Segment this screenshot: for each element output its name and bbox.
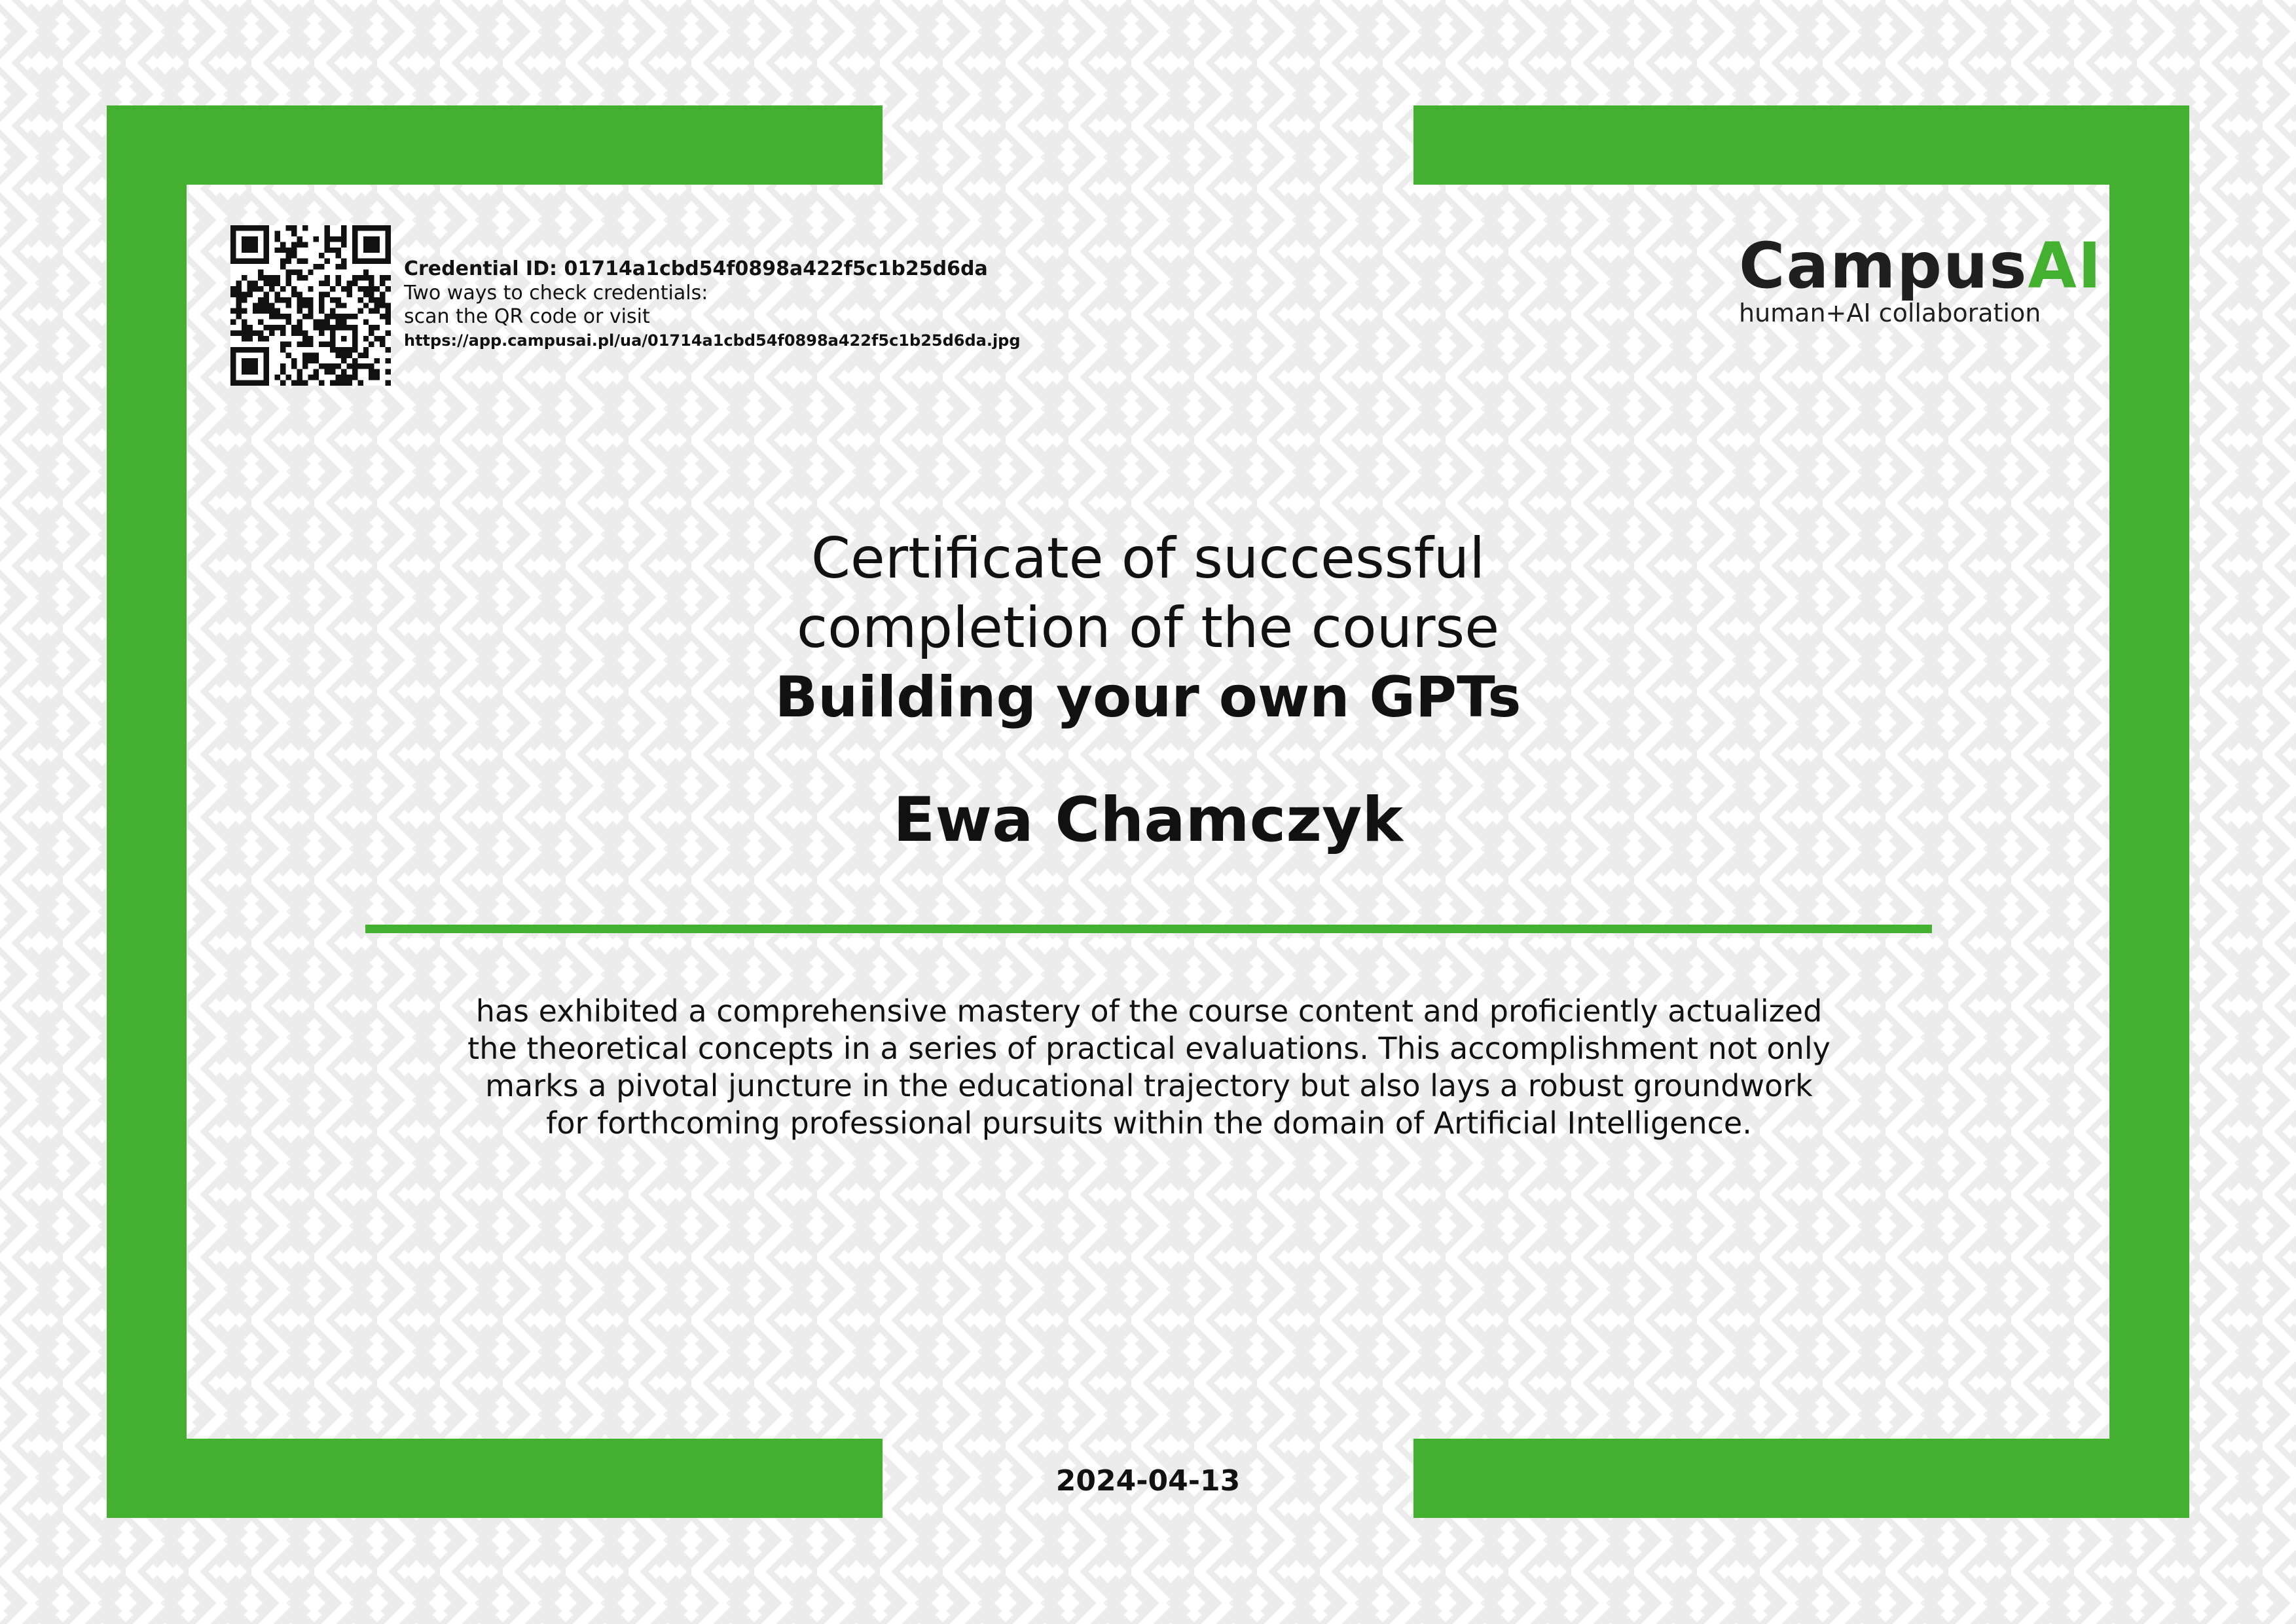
credential-id — [404, 257, 1124, 282]
certificate-title — [0, 524, 2296, 732]
credential-block — [404, 257, 1124, 352]
description-line: for forthcoming professional pursuits within the domain of Artificial Intelligence. — [546, 1105, 1752, 1141]
logo-tagline: human+AI collaboration — [1739, 299, 2041, 327]
logo-wordmark — [1739, 229, 2103, 303]
description-line: the theoretical concepts in a series of practical evaluations. This accomplishment not only — [467, 1031, 1831, 1066]
description-line: marks a pivotal juncture in the educational trajectory but also lays a robust groundwork — [485, 1068, 1813, 1103]
divider-line — [365, 925, 1932, 933]
certificate-description — [367, 993, 1931, 1142]
credential-instructions-line1: Two ways to check credentials: — [404, 282, 708, 304]
credential-verify-link[interactable]: https://app.campusai.pl/ua/01714a1cbd54f0898a422f5c1b25d6da.jpg — [404, 331, 1021, 350]
credential-id-label: Credential ID: — [404, 257, 557, 280]
frame-top-left-bar — [107, 105, 883, 185]
recipient-name: Ewa Chamczyk — [893, 784, 1403, 856]
title-line-1: Certificate of successful — [811, 526, 1485, 591]
credential-id-value: 01714a1cbd54f0898a422f5c1b25d6da — [564, 257, 988, 280]
credential-instructions-line2: scan the QR code or visit — [404, 305, 650, 328]
frame-top-right-bar — [1413, 105, 2189, 185]
logo-wordmark-campus: Campus — [1739, 229, 2028, 303]
course-name: Building your own GPTs — [774, 665, 1522, 730]
issue-date: 2024-04-13 — [1055, 1464, 1241, 1498]
campusai-logo — [1739, 229, 2103, 327]
title-line-2: completion of the course — [796, 595, 1500, 661]
description-line: has exhibited a comprehensive mastery of the course content and proficiently actualized — [475, 993, 1823, 1029]
logo-wordmark-ai: AI — [2028, 229, 2103, 303]
qr-code-icon[interactable] — [230, 225, 391, 386]
